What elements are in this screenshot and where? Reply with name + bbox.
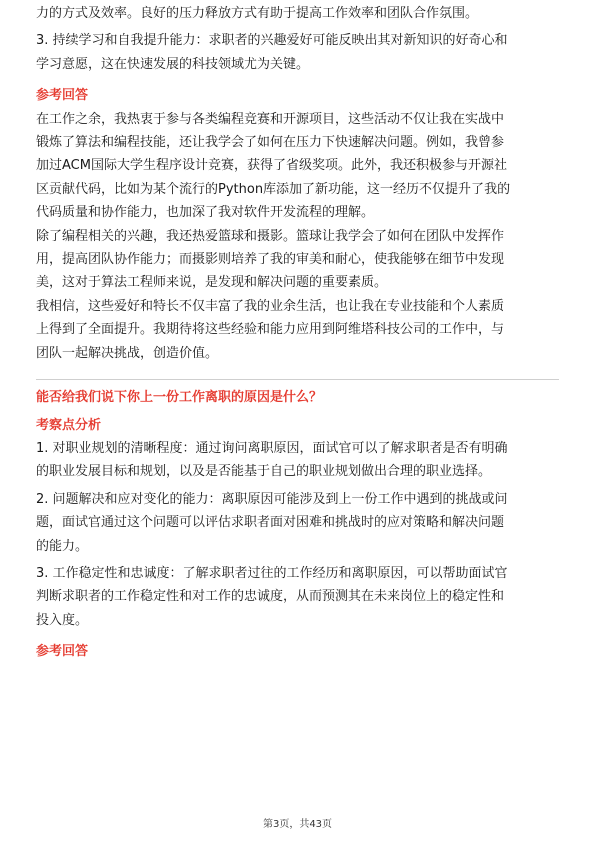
analysis-point-3b-line-2: 判断求职者的工作稳定性和对工作的忠诚度，从而预测其在未来岗位上的稳定性和	[36, 589, 505, 605]
analysis-point-1-line-2: 的职业发展目标和规划，以及是否能基于自己的职业规划做出合理的职业选择。	[36, 464, 492, 480]
interview-question: 能否给我们说下你上一份工作离职的原因是什么？	[36, 390, 323, 406]
answer-paragraph-2-line-1: 除了编程相关的兴趣，我还热爱篮球和摄影。篮球让我学会了如何在团队中发挥作	[36, 228, 505, 244]
section-divider	[36, 379, 559, 380]
answer-paragraph-3-line-2: 上得到了全面提升。我期待将这些经验和能力应用到阿维塔科技公司的工作中，与	[36, 322, 505, 338]
continued-paragraph: 力的方式及效率。良好的压力释放方式有助于提高工作效率和团队合作氛围。	[36, 6, 479, 21]
answer-paragraph-2-line-2: 用，提高团队协作能力；而摄影则培养了我的审美和耐心，使我能够在细节中发现	[36, 252, 505, 268]
reference-answer-heading: 参考回答	[36, 88, 89, 104]
answer-paragraph-1-line-2: 锻炼了算法和编程技能，还让我学会了如何在压力下快速解决问题。例如，我曾参	[36, 135, 505, 151]
analysis-point-3b-line-1: 3. 工作稳定性和忠诚度：了解求职者过往的工作经历和离职原因，可以帮助面试官	[36, 565, 508, 581]
answer-paragraph-1-line-1: 在工作之余，我热衷于参与各类编程竞赛和开源项目，这些活动不仅让我在实战中	[36, 111, 505, 127]
answer-paragraph-1-line-4: 区贡献代码，比如为某个流行的Python库添加了新功能，这一经历不仅提升了我的	[36, 181, 511, 197]
answer-paragraph-1-line-3: 加过ACM国际大学生程序设计竞赛，获得了省级奖项。此外，我还积极参与开源社	[36, 158, 507, 174]
page-number: 第3页，共43页	[262, 819, 333, 830]
reference-answer-heading-2: 参考回答	[36, 644, 89, 660]
page-content	[36, 2, 559, 664]
analysis-point-2-line-2: 题，面试官通过这个问题可以评估求职者面对困难和挑战时的应对策略和解决问题	[36, 515, 505, 531]
analysis-heading: 考察点分析	[36, 417, 102, 433]
answer-paragraph-2-line-3: 美，这对于算法工程师来说，是发现和解决问题的重要素质。	[36, 275, 388, 291]
analysis-point-2-line-1: 2. 问题解决和应对变化的能力：离职原因可能涉及到上一份工作中遇到的挑战或问	[36, 491, 508, 507]
analysis-point-3-line-2: 学习意愿，这在快速发展的科技领域尤为关键。	[36, 56, 310, 72]
analysis-point-3b-line-3: 投入度。	[36, 612, 89, 628]
answer-paragraph-1-line-5: 代码质量和协作能力，也加深了我对软件开发流程的理解。	[36, 205, 375, 221]
answer-paragraph-3-line-1: 我相信，这些爱好和特长不仅丰富了我的业余生活，也让我在专业技能和个人素质	[36, 298, 505, 314]
answer-paragraph-3-line-3: 团队一起解决挑战，创造价值。	[36, 345, 219, 361]
analysis-point-2-line-3: 的能力。	[36, 538, 89, 554]
analysis-point-1-line-1: 1. 对职业规划的清晰程度：通过询问离职原因，面试官可以了解求职者是否有明确	[36, 440, 508, 456]
analysis-point-3-line-1: 3. 持续学习和自我提升能力：求职者的兴趣爱好可能反映出其对新知识的好奇心和	[36, 33, 508, 49]
